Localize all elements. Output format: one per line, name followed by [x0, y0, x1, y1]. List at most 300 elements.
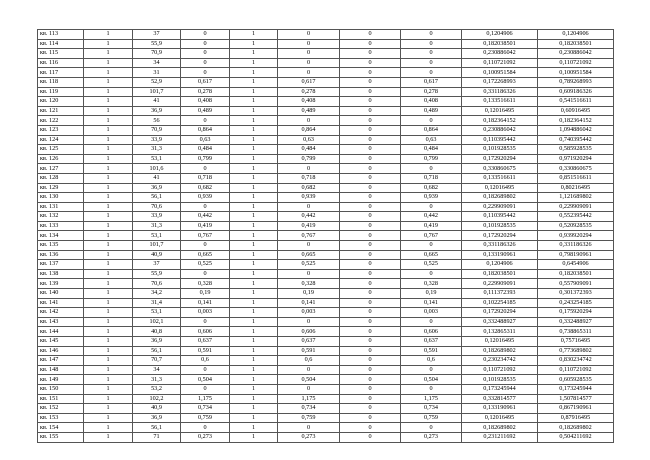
cell-col-7: 0: [401, 241, 462, 251]
cell-apartment: кв. 114: [38, 39, 84, 49]
cell-col-3: 0,504: [181, 375, 230, 385]
table-row: [38, 289, 614, 299]
cell-col-4: 1: [230, 394, 278, 404]
cell-col-1: 1: [84, 58, 133, 68]
cell-col-1: 1: [84, 289, 133, 299]
cell-col-5: 0,419: [278, 221, 340, 231]
cell-col-6: 0: [340, 30, 401, 40]
cell-col-1: 1: [84, 241, 133, 251]
cell-col-5: 0,19: [278, 289, 340, 299]
cell-col-7: 0: [401, 269, 462, 279]
cell-col-5: 0,718: [278, 173, 340, 183]
cell-col-6: 0: [340, 365, 401, 375]
cell-col-6: 0: [340, 164, 401, 174]
cell-col-4: 1: [230, 356, 278, 366]
cell-col-3: 0,419: [181, 221, 230, 231]
cell-col-8: 0,100951584: [462, 68, 538, 78]
table-row: [38, 337, 614, 347]
cell-col-4: 1: [230, 337, 278, 347]
cell-col-8: 0,111372393: [462, 289, 538, 299]
cell-apartment: кв. 133: [38, 221, 84, 231]
cell-col-7: 0,606: [401, 327, 462, 337]
cell-col-4: 1: [230, 432, 278, 442]
cell-col-5: 0: [278, 164, 340, 174]
cell-total: 0,182038501: [538, 269, 614, 279]
cell-apartment: кв. 120: [38, 97, 84, 107]
cell-col-8: 0,182689802: [462, 193, 538, 203]
cell-col-5: 0,591: [278, 346, 340, 356]
cell-apartment: кв. 138: [38, 269, 84, 279]
cell-col-6: 0: [340, 106, 401, 116]
cell-total: 0,789268993: [538, 77, 614, 87]
cell-area: 70,9: [133, 125, 181, 135]
cell-col-5: 0: [278, 39, 340, 49]
cell-col-1: 1: [84, 413, 133, 423]
cell-total: 0,605928535: [538, 375, 614, 385]
cell-col-3: 0,591: [181, 346, 230, 356]
cell-col-7: 0,591: [401, 346, 462, 356]
cell-col-6: 0: [340, 49, 401, 59]
cell-total: 0,585928535: [538, 145, 614, 155]
cell-total: 0,80216495: [538, 183, 614, 193]
cell-area: 101,7: [133, 241, 181, 251]
cell-col-6: 0: [340, 135, 401, 145]
cell-col-6: 0: [340, 154, 401, 164]
cell-area: 53,1: [133, 308, 181, 318]
cell-col-3: 0,6: [181, 356, 230, 366]
cell-col-3: 0,141: [181, 298, 230, 308]
cell-col-6: 0: [340, 145, 401, 155]
cell-col-4: 1: [230, 68, 278, 78]
table-row: [38, 250, 614, 260]
cell-col-3: 0,939: [181, 193, 230, 203]
cell-col-8: 0,110395442: [462, 135, 538, 145]
cell-col-3: 0: [181, 164, 230, 174]
table-row: [38, 404, 614, 414]
cell-total: 0,110721092: [538, 58, 614, 68]
cell-col-4: 1: [230, 298, 278, 308]
cell-col-6: 0: [340, 404, 401, 414]
cell-col-6: 0: [340, 212, 401, 222]
table-row: [38, 432, 614, 442]
cell-col-6: 0: [340, 39, 401, 49]
cell-total: 0,798190961: [538, 250, 614, 260]
cell-col-6: 0: [340, 241, 401, 251]
cell-col-1: 1: [84, 327, 133, 337]
cell-col-1: 1: [84, 221, 133, 231]
cell-col-8: 0,332814577: [462, 394, 538, 404]
cell-area: 31,3: [133, 145, 181, 155]
cell-col-5: 0,63: [278, 135, 340, 145]
cell-area: 56,1: [133, 193, 181, 203]
cell-area: 36,9: [133, 413, 181, 423]
cell-col-6: 0: [340, 173, 401, 183]
cell-col-3: 0,718: [181, 173, 230, 183]
cell-col-4: 1: [230, 404, 278, 414]
table-row: [38, 173, 614, 183]
cell-col-6: 0: [340, 125, 401, 135]
table-row: [38, 298, 614, 308]
cell-col-8: 0,132865311: [462, 327, 538, 337]
cell-col-8: 0,182038501: [462, 39, 538, 49]
cell-col-4: 1: [230, 30, 278, 40]
cell-col-5: 0,328: [278, 279, 340, 289]
cell-apartment: кв. 118: [38, 77, 84, 87]
cell-apartment: кв. 113: [38, 30, 84, 40]
cell-col-7: 0,734: [401, 404, 462, 414]
cell-col-3: 0,489: [181, 106, 230, 116]
table-row: [38, 269, 614, 279]
cell-col-4: 1: [230, 97, 278, 107]
cell-col-3: 0,328: [181, 279, 230, 289]
cell-area: 55,9: [133, 269, 181, 279]
cell-col-8: 0,172920294: [462, 308, 538, 318]
cell-total: 0,75716495: [538, 337, 614, 347]
table-row: [38, 384, 614, 394]
cell-col-1: 1: [84, 308, 133, 318]
cell-col-3: 0,637: [181, 337, 230, 347]
cell-apartment: кв. 119: [38, 87, 84, 97]
table-row: [38, 116, 614, 126]
cell-col-5: 0,484: [278, 145, 340, 155]
cell-col-5: 0,637: [278, 337, 340, 347]
cell-col-7: 0: [401, 49, 462, 59]
cell-total: 0,60916495: [538, 106, 614, 116]
cell-area: 70,7: [133, 356, 181, 366]
cell-total: 0,87916495: [538, 413, 614, 423]
cell-col-5: 0: [278, 30, 340, 40]
cell-apartment: кв. 153: [38, 413, 84, 423]
cell-col-6: 0: [340, 308, 401, 318]
cell-col-7: 0,63: [401, 135, 462, 145]
cell-apartment: кв. 141: [38, 298, 84, 308]
cell-area: 56,1: [133, 423, 181, 433]
cell-col-1: 1: [84, 356, 133, 366]
table-row: [38, 221, 614, 231]
cell-col-4: 1: [230, 413, 278, 423]
cell-col-4: 1: [230, 289, 278, 299]
cell-area: 53,1: [133, 154, 181, 164]
table-row: [38, 279, 614, 289]
cell-col-4: 1: [230, 39, 278, 49]
cell-total: 0,520928535: [538, 221, 614, 231]
cell-col-8: 0,182364152: [462, 116, 538, 126]
cell-col-7: 0,504: [401, 375, 462, 385]
cell-col-3: 0,665: [181, 250, 230, 260]
table-row: [38, 231, 614, 241]
cell-col-4: 1: [230, 202, 278, 212]
cell-area: 34: [133, 365, 181, 375]
cell-col-6: 0: [340, 250, 401, 260]
cell-col-6: 0: [340, 337, 401, 347]
cell-col-8: 0,133190961: [462, 404, 538, 414]
table-row: [38, 423, 614, 433]
cell-col-6: 0: [340, 231, 401, 241]
cell-col-8: 0,182689802: [462, 346, 538, 356]
cell-apartment: кв. 123: [38, 125, 84, 135]
cell-col-8: 0,12016495: [462, 413, 538, 423]
cell-col-1: 1: [84, 39, 133, 49]
cell-col-4: 1: [230, 154, 278, 164]
cell-apartment: кв. 151: [38, 394, 84, 404]
cell-col-1: 1: [84, 394, 133, 404]
cell-col-1: 1: [84, 346, 133, 356]
cell-apartment: кв. 142: [38, 308, 84, 318]
cell-col-5: 0,682: [278, 183, 340, 193]
cell-col-3: 0,799: [181, 154, 230, 164]
cell-area: 31,3: [133, 221, 181, 231]
cell-col-8: 0,133190961: [462, 250, 538, 260]
cell-col-4: 1: [230, 193, 278, 203]
apartment-table: [37, 29, 614, 443]
cell-area: 101,6: [133, 164, 181, 174]
cell-col-4: 1: [230, 164, 278, 174]
cell-col-1: 1: [84, 231, 133, 241]
cell-col-8: 0,229909091: [462, 279, 538, 289]
cell-col-1: 1: [84, 145, 133, 155]
cell-apartment: кв. 136: [38, 250, 84, 260]
cell-col-3: 0,682: [181, 183, 230, 193]
cell-total: 0,740395442: [538, 135, 614, 145]
cell-col-6: 0: [340, 394, 401, 404]
cell-area: 41: [133, 97, 181, 107]
cell-col-3: 1,175: [181, 394, 230, 404]
cell-col-1: 1: [84, 365, 133, 375]
cell-col-8: 0,12016495: [462, 106, 538, 116]
cell-col-5: 0,799: [278, 154, 340, 164]
cell-col-7: 0,525: [401, 260, 462, 270]
cell-col-8: 0,101928535: [462, 221, 538, 231]
cell-col-4: 1: [230, 173, 278, 183]
cell-col-7: 0,939: [401, 193, 462, 203]
cell-col-5: 0,442: [278, 212, 340, 222]
cell-col-4: 1: [230, 327, 278, 337]
cell-col-3: 0: [181, 241, 230, 251]
cell-col-5: 0: [278, 116, 340, 126]
cell-col-1: 1: [84, 116, 133, 126]
cell-col-7: 0: [401, 317, 462, 327]
cell-apartment: кв. 126: [38, 154, 84, 164]
cell-col-5: 0,734: [278, 404, 340, 414]
cell-total: 0,330860675: [538, 164, 614, 174]
cell-col-6: 0: [340, 375, 401, 385]
cell-apartment: кв. 130: [38, 193, 84, 203]
cell-total: 1,507814577: [538, 394, 614, 404]
cell-col-1: 1: [84, 154, 133, 164]
cell-area: 36,9: [133, 183, 181, 193]
cell-area: 40,9: [133, 250, 181, 260]
cell-col-3: 0,408: [181, 97, 230, 107]
cell-col-1: 1: [84, 125, 133, 135]
cell-col-7: 0: [401, 423, 462, 433]
cell-area: 102,1: [133, 317, 181, 327]
table-row: [38, 30, 614, 40]
cell-col-5: 0,278: [278, 87, 340, 97]
cell-col-3: 0,63: [181, 135, 230, 145]
cell-col-6: 0: [340, 97, 401, 107]
cell-col-5: 0: [278, 384, 340, 394]
cell-total: 0,331186326: [538, 241, 614, 251]
cell-total: 0,773689802: [538, 346, 614, 356]
cell-col-1: 1: [84, 30, 133, 40]
cell-col-1: 1: [84, 250, 133, 260]
cell-col-5: 0: [278, 49, 340, 59]
cell-area: 53,1: [133, 231, 181, 241]
cell-col-1: 1: [84, 269, 133, 279]
cell-area: 36,9: [133, 106, 181, 116]
table-row: [38, 346, 614, 356]
cell-col-5: 0: [278, 68, 340, 78]
cell-col-1: 1: [84, 97, 133, 107]
table-row: [38, 212, 614, 222]
cell-col-5: 0,665: [278, 250, 340, 260]
cell-col-4: 1: [230, 423, 278, 433]
cell-col-5: 0,606: [278, 327, 340, 337]
cell-col-3: 0: [181, 116, 230, 126]
cell-total: 0,609186326: [538, 87, 614, 97]
cell-area: 52,9: [133, 77, 181, 87]
cell-col-3: 0: [181, 49, 230, 59]
cell-col-8: 0,182689802: [462, 423, 538, 433]
cell-col-3: 0: [181, 202, 230, 212]
cell-col-5: 0,617: [278, 77, 340, 87]
cell-col-3: 0,273: [181, 432, 230, 442]
cell-col-3: 0: [181, 68, 230, 78]
cell-col-6: 0: [340, 58, 401, 68]
table-row: [38, 135, 614, 145]
table-row: [38, 202, 614, 212]
cell-col-4: 1: [230, 260, 278, 270]
cell-col-3: 0,278: [181, 87, 230, 97]
cell-col-4: 1: [230, 116, 278, 126]
cell-col-7: 0,767: [401, 231, 462, 241]
cell-area: 36,9: [133, 337, 181, 347]
cell-col-4: 1: [230, 49, 278, 59]
cell-col-6: 0: [340, 269, 401, 279]
cell-col-5: 0: [278, 269, 340, 279]
cell-col-4: 1: [230, 308, 278, 318]
cell-col-1: 1: [84, 49, 133, 59]
cell-total: 0,1204906: [538, 30, 614, 40]
table-row: [38, 106, 614, 116]
cell-col-8: 0,330860675: [462, 164, 538, 174]
cell-apartment: кв. 139: [38, 279, 84, 289]
cell-area: 33,9: [133, 135, 181, 145]
cell-area: 33,9: [133, 212, 181, 222]
table-row: [38, 308, 614, 318]
cell-total: 0,182689802: [538, 423, 614, 433]
table-row: [38, 77, 614, 87]
cell-col-3: 0,734: [181, 404, 230, 414]
cell-col-7: 0: [401, 58, 462, 68]
cell-col-1: 1: [84, 212, 133, 222]
cell-col-7: 0: [401, 39, 462, 49]
cell-area: 41: [133, 173, 181, 183]
cell-col-7: 0,419: [401, 221, 462, 231]
cell-col-5: 0,504: [278, 375, 340, 385]
cell-col-1: 1: [84, 173, 133, 183]
cell-apartment: кв. 128: [38, 173, 84, 183]
cell-col-4: 1: [230, 58, 278, 68]
cell-total: 0,301372393: [538, 289, 614, 299]
cell-apartment: кв. 124: [38, 135, 84, 145]
cell-col-8: 0,133516611: [462, 97, 538, 107]
cell-col-3: 0: [181, 317, 230, 327]
cell-apartment: кв. 146: [38, 346, 84, 356]
cell-apartment: кв. 121: [38, 106, 84, 116]
cell-total: 0,110721092: [538, 365, 614, 375]
cell-total: 0,541516611: [538, 97, 614, 107]
cell-col-8: 0,133516611: [462, 173, 538, 183]
cell-col-7: 0: [401, 202, 462, 212]
table-row: [38, 145, 614, 155]
cell-col-3: 0,525: [181, 260, 230, 270]
cell-col-4: 1: [230, 365, 278, 375]
cell-col-6: 0: [340, 384, 401, 394]
table-row: [38, 49, 614, 59]
cell-total: 0,332488927: [538, 317, 614, 327]
cell-col-6: 0: [340, 356, 401, 366]
cell-col-3: 0,617: [181, 77, 230, 87]
cell-col-4: 1: [230, 221, 278, 231]
cell-col-3: 0: [181, 58, 230, 68]
cell-col-7: 0,442: [401, 212, 462, 222]
cell-col-5: 0,939: [278, 193, 340, 203]
cell-col-5: 0,408: [278, 97, 340, 107]
cell-apartment: кв. 115: [38, 49, 84, 59]
cell-area: 70,6: [133, 279, 181, 289]
cell-col-3: 0: [181, 269, 230, 279]
cell-col-3: 0,767: [181, 231, 230, 241]
cell-col-7: 0,682: [401, 183, 462, 193]
cell-col-4: 1: [230, 183, 278, 193]
cell-col-5: 0: [278, 202, 340, 212]
cell-col-1: 1: [84, 337, 133, 347]
cell-col-6: 0: [340, 423, 401, 433]
cell-total: 0,939920294: [538, 231, 614, 241]
table-row: [38, 125, 614, 135]
cell-total: 0,243254185: [538, 298, 614, 308]
cell-col-8: 0,101928535: [462, 375, 538, 385]
cell-col-1: 1: [84, 279, 133, 289]
cell-apartment: кв. 152: [38, 404, 84, 414]
table-row: [38, 365, 614, 375]
cell-col-3: 0: [181, 423, 230, 433]
cell-col-1: 1: [84, 384, 133, 394]
cell-total: 0,738865311: [538, 327, 614, 337]
cell-total: 0,175920294: [538, 308, 614, 318]
cell-col-6: 0: [340, 279, 401, 289]
cell-apartment: кв. 144: [38, 327, 84, 337]
cell-col-4: 1: [230, 125, 278, 135]
cell-col-3: 0: [181, 365, 230, 375]
cell-col-5: 0: [278, 317, 340, 327]
cell-col-8: 0,231211692: [462, 432, 538, 442]
cell-col-7: 0: [401, 164, 462, 174]
table-row: [38, 58, 614, 68]
cell-apartment: кв. 137: [38, 260, 84, 270]
cell-apartment: кв. 122: [38, 116, 84, 126]
cell-col-8: 0,110395442: [462, 212, 538, 222]
cell-col-7: 0,617: [401, 77, 462, 87]
cell-col-6: 0: [340, 432, 401, 442]
cell-col-3: 0: [181, 39, 230, 49]
cell-area: 70,9: [133, 49, 181, 59]
cell-col-7: 0: [401, 68, 462, 78]
cell-col-5: 0: [278, 241, 340, 251]
cell-col-3: 0,759: [181, 413, 230, 423]
cell-area: 102,2: [133, 394, 181, 404]
